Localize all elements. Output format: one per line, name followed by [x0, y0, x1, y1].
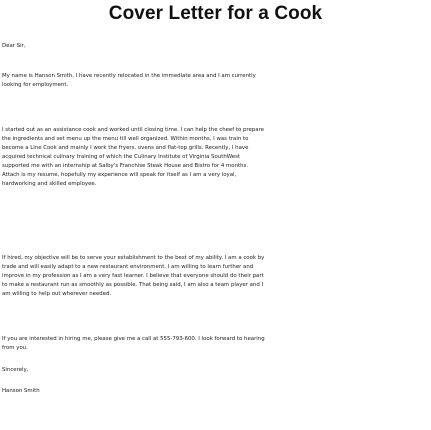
paragraph-line: If you are interested in hiring me, please give me a call at 555-793-600. I look forward to hearing	[2, 336, 265, 342]
letter-paragraph-objective	[2, 254, 264, 299]
paragraph-line: If hired, my objective will be to serve your establishment to the best of my ability. I am a cook by	[2, 255, 265, 261]
paragraph-line: become a Line Cook and mainly I work the fryers, ovens and flat-top grills. Recently, I have	[2, 145, 249, 151]
paragraph-line: to make a restaurant run as smoothly as possible. That being said, I am also a team player and I	[2, 282, 264, 288]
paragraph-line: am willing to help out wherever needed.	[2, 291, 112, 297]
letter-paragraph-contact	[2, 335, 265, 353]
letter-signature: Hanson Smith	[2, 388, 40, 394]
letter-greeting: Dear Sir,	[2, 43, 26, 49]
letter-closing: Sincerely,	[2, 367, 29, 373]
letter-paragraph-experience	[2, 126, 264, 189]
paragraph-line: I started out as an assistance cook and worked until closing time. I can help the cheef to prepare	[2, 127, 264, 133]
paragraph-line: from you.	[2, 345, 28, 351]
paragraph-line: My name is Hanson Smith, I have recently relocated in the immediate area and I am currently	[2, 73, 256, 79]
paragraph-line: supported me with an internship at Salby's Franchise Steak House and Bistro for 4 months.	[2, 163, 249, 169]
paragraph-line: looking for employment.	[2, 82, 69, 88]
paragraph-line: Attach is my resume, hopefully my experience will speak for itself as I am a very loyal,	[2, 172, 237, 178]
paragraph-line: hardworking and skilled employee.	[2, 181, 97, 187]
paragraph-line: acquired technical culinary training of which the Culinary Institute of Virginia SouthWest	[2, 154, 241, 160]
paragraph-line: improve in my profession as I am a very fast learner. I believe that everyone should do their part	[2, 273, 264, 279]
paragraph-line: trade and will easily adapt to a new restaurant environment. I am willing to learn further and	[2, 264, 254, 270]
letter-paragraph-intro	[2, 72, 256, 90]
paragraph-line: the ingredients and set menu up the menu till well organized. Within months, I was train to	[2, 136, 249, 142]
page-title: Cover Letter for a Cook	[108, 3, 323, 24]
